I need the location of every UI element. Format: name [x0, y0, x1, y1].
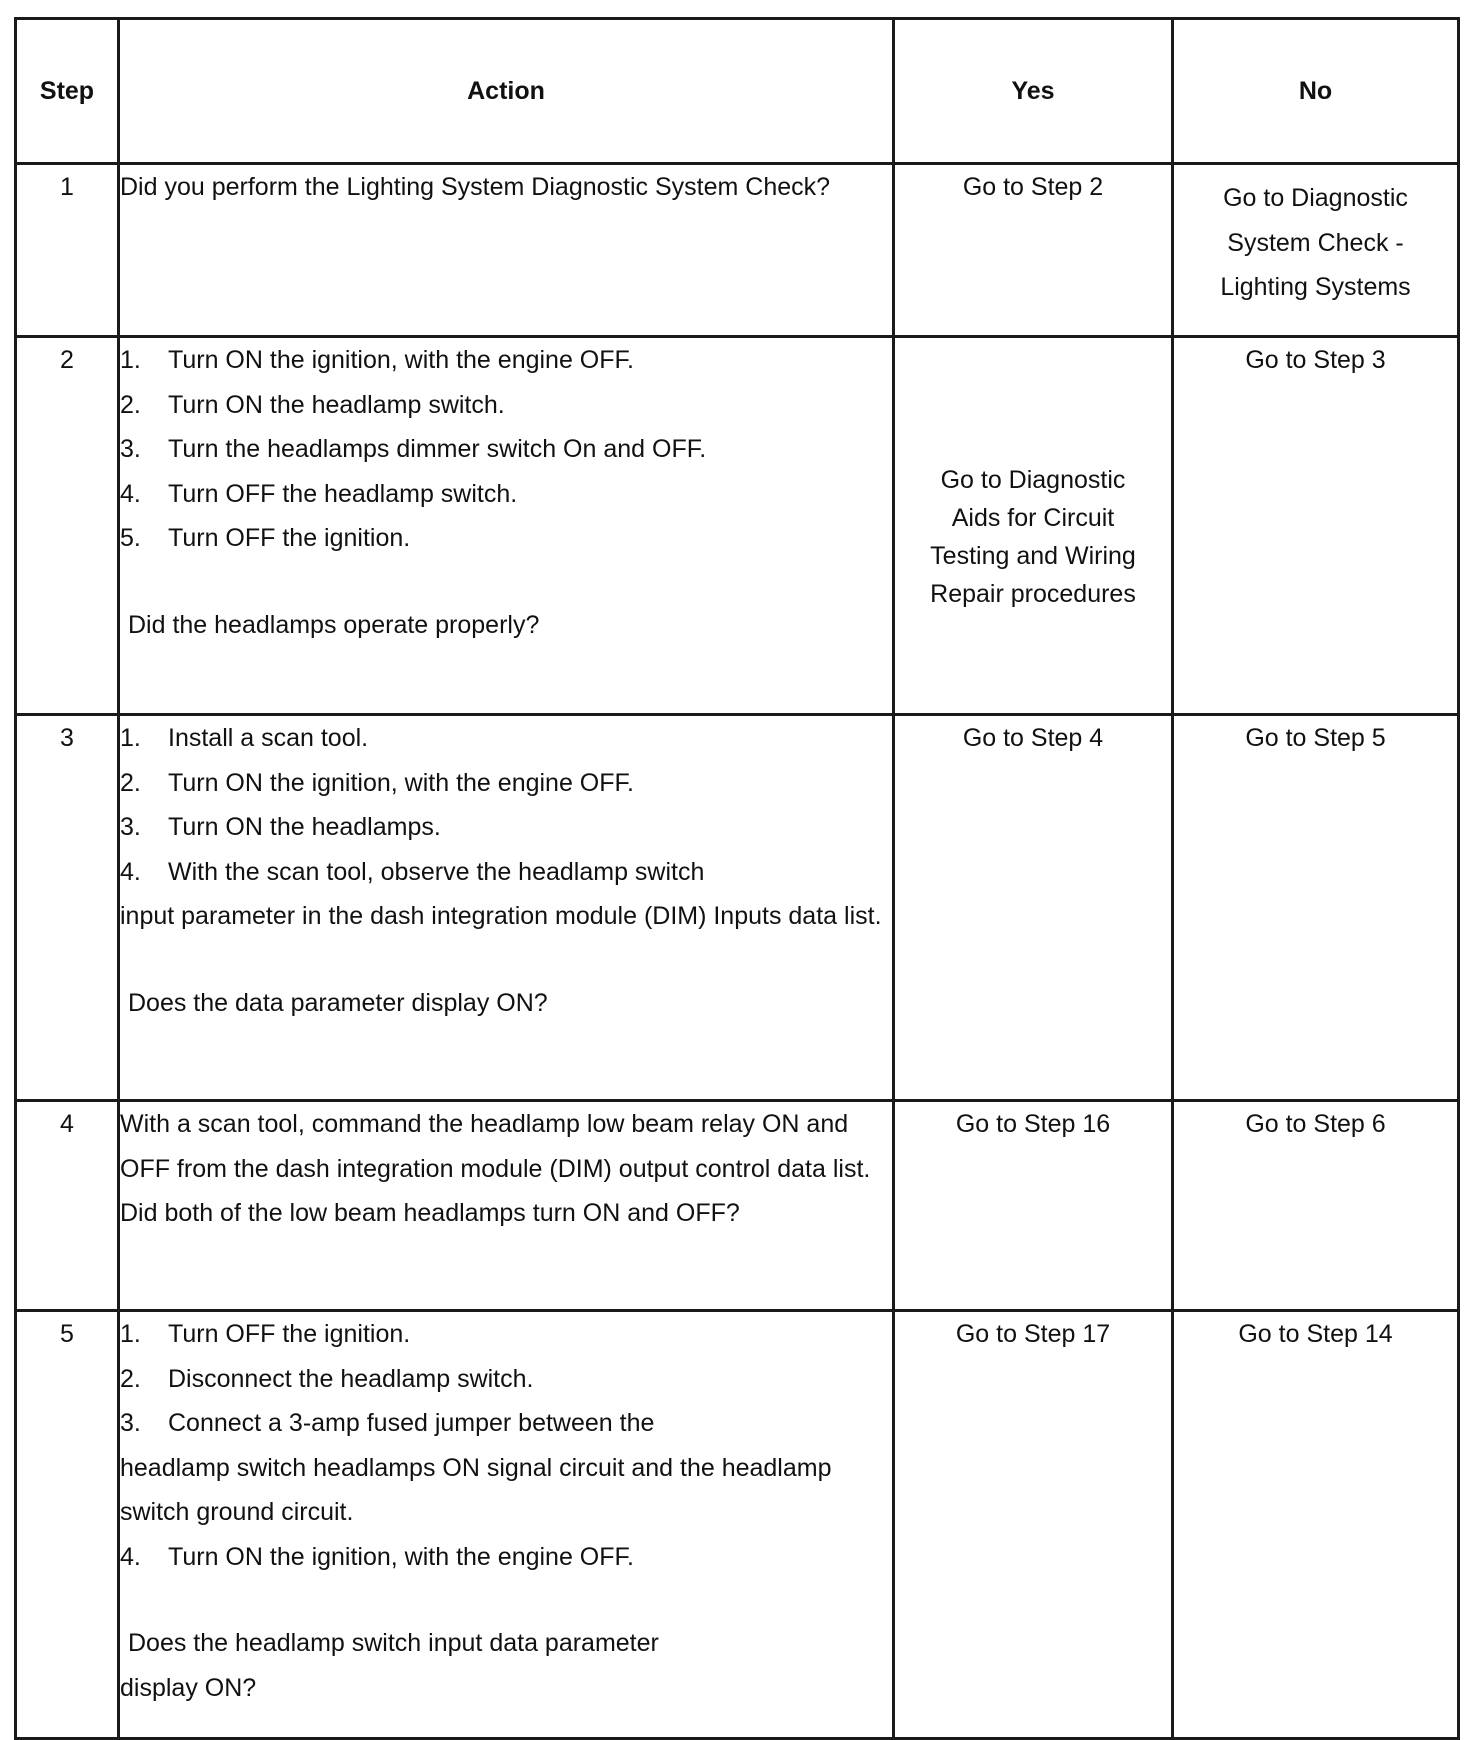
- action-item: 4. Turn OFF the headlamp switch.: [120, 479, 518, 508]
- yes-cell: Go to Diagnostic Aids for Circuit Testing and Wiring Repair procedures: [894, 337, 1173, 715]
- no-cell: Go to Step 5: [1173, 715, 1459, 1101]
- action-item-text: Install a scan tool.: [168, 724, 369, 752]
- action-item: 3. Turn ON the headlamps.: [120, 813, 441, 841]
- action-item-text: Turn ON the ignition, with the engine OFF.: [168, 1542, 634, 1571]
- action-item: 1. Turn ON the ignition, with the engine OFF.: [120, 346, 634, 374]
- action-text: Did you perform the Lighting System Diagnostic System Check?: [120, 173, 831, 201]
- action-cell: [119, 715, 894, 1101]
- action-item-text: Turn OFF the ignition.: [168, 1320, 411, 1348]
- action-item-text: Turn OFF the ignition.: [168, 524, 411, 552]
- action-question: Does the data parameter display ON?: [128, 988, 548, 1017]
- action-item-text: Turn OFF the headlamp switch.: [168, 479, 518, 508]
- table-row: [16, 1311, 1459, 1739]
- action-question: Did the headlamps operate properly?: [128, 610, 540, 639]
- action-item-text: Turn ON the headlamp switch.: [168, 390, 505, 419]
- action-item-text: Connect a 3-amp fused jumper between the: [168, 1409, 655, 1437]
- action-item-continuation: input parameter in the dash integration module (DIM) Inputs data list.: [120, 902, 882, 930]
- yes-cell: Go to Step 4: [894, 715, 1173, 1101]
- action-item: 3. Turn the headlamps dimmer switch On and OFF.: [120, 435, 707, 463]
- action-item-text: Turn ON the ignition, with the engine OFF.: [168, 346, 634, 374]
- action-question-line: display ON?: [120, 1673, 257, 1702]
- step-number: 5: [16, 1311, 119, 1739]
- header-step: Step: [16, 19, 119, 164]
- diagnostic-table: [14, 17, 1460, 1740]
- table-row: [16, 337, 1459, 715]
- table-row: [16, 164, 1459, 337]
- action-cell: [119, 1101, 894, 1311]
- header-no: No: [1173, 19, 1459, 164]
- action-item: 1. Install a scan tool.: [120, 724, 369, 752]
- action-cell: [119, 164, 894, 337]
- no-cell: Go to Diagnostic System Check - Lighting Systems: [1173, 164, 1459, 337]
- action-item: 2. Turn ON the ignition, with the engine OFF.: [120, 768, 634, 797]
- header-action: Action: [119, 19, 894, 164]
- yes-cell: Go to Step 16: [894, 1101, 1173, 1311]
- yes-cell: Go to Step 17: [894, 1311, 1173, 1739]
- action-item: 1. Turn OFF the ignition.: [120, 1320, 411, 1348]
- action-question: [120, 1621, 892, 1710]
- step-number: 3: [16, 715, 119, 1101]
- action-item-text: Disconnect the headlamp switch.: [168, 1364, 534, 1393]
- action-item: 5. Turn OFF the ignition.: [120, 524, 411, 552]
- header-yes: Yes: [894, 19, 1173, 164]
- step-number: 1: [16, 164, 119, 337]
- action-item-continuation: headlamp switch headlamps ON signal circuit and the headlamp switch ground circuit.: [120, 1453, 832, 1526]
- action-item-text: Turn ON the ignition, with the engine OFF.: [168, 768, 634, 797]
- action-item: 3. Connect a 3-amp fused jumper between the: [120, 1409, 655, 1437]
- action-item: 4. Turn ON the ignition, with the engine OFF.: [120, 1542, 634, 1571]
- action-item-text: Turn ON the headlamps.: [168, 813, 441, 841]
- no-cell: Go to Step 3: [1173, 337, 1459, 715]
- action-text: With a scan tool, command the headlamp low beam relay ON and OFF from the dash integration module (DIM) output control data list. Did both of the low beam headlamps turn ON and OFF?: [120, 1110, 871, 1227]
- action-item: 4. With the scan tool, observe the headlamp switch: [120, 857, 705, 886]
- header-row: [16, 19, 1459, 164]
- yes-cell: Go to Step 2: [894, 164, 1173, 337]
- action-cell: [119, 1311, 894, 1739]
- step-number: 2: [16, 337, 119, 715]
- action-cell: [119, 337, 894, 715]
- action-item: 2. Turn ON the headlamp switch.: [120, 390, 505, 419]
- action-item-text: With the scan tool, observe the headlamp switch: [168, 857, 705, 886]
- table-row: [16, 715, 1459, 1101]
- action-item-text: Turn the headlamps dimmer switch On and OFF.: [168, 435, 707, 463]
- table-row: [16, 1101, 1459, 1311]
- action-item: 2. Disconnect the headlamp switch.: [120, 1364, 534, 1393]
- action-question-line: Does the headlamp switch input data parameter: [128, 1629, 659, 1657]
- no-cell: Go to Step 6: [1173, 1101, 1459, 1311]
- step-number: 4: [16, 1101, 119, 1311]
- no-cell: Go to Step 14: [1173, 1311, 1459, 1739]
